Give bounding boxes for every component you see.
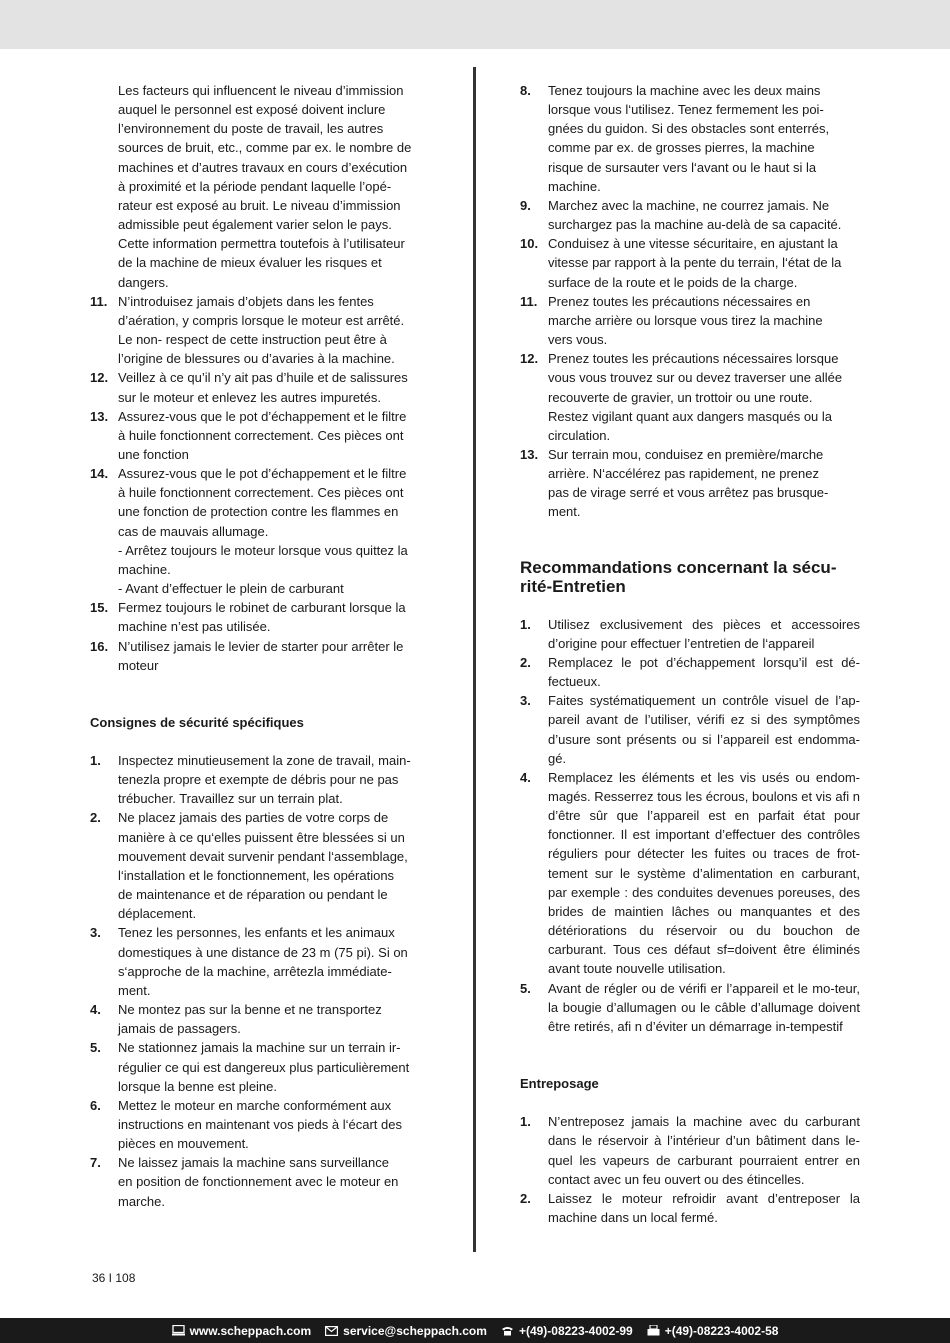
numbered-list (90, 292, 428, 675)
right-column (520, 81, 860, 1227)
footer-website[interactable] (172, 1324, 312, 1338)
item-number: 15. (90, 600, 109, 616)
header-bar (0, 0, 950, 49)
fax-icon (647, 1325, 660, 1336)
item-number: 3. (90, 925, 101, 941)
item-number: 7. (90, 1155, 101, 1171)
item-number: 1. (520, 616, 531, 632)
item-number: 1. (90, 753, 101, 768)
list-item (520, 1112, 860, 1189)
intro-paragraph: Les facteurs qui influencent le niveau d’immission auquel le personnel est exposé doivent inclure l’environnement du poste de travail, les autres sources de bruit, etc., comme par ex. le nombre de machines et d’autres travaux en cours d’exécution à proximité et la période pendant laquelle l’opé- rateur est exposé au bruit. Le niveau d’immission admissible peut également varier selon le pays. Cette information permettra toutefois à l’utilisateur de la machine de mieux évaluer les risques et dangers. (118, 83, 412, 290)
list-item (90, 598, 428, 636)
storage-list (520, 1112, 860, 1227)
email-link[interactable]: service@scheppach.com (343, 1323, 487, 1338)
item-text: N’utilisez jamais le levier de starter pour arrêter le moteur (118, 638, 404, 673)
list-item (520, 653, 860, 691)
left-column (90, 81, 428, 1211)
item-text: Remplacez le pot d’échappement lorsqu’il est dé-fectueux. (548, 654, 860, 690)
item-number: 4. (520, 769, 531, 785)
footer-bar (0, 1318, 950, 1343)
item-number: 6. (90, 1097, 101, 1113)
item-number: 10. (520, 236, 539, 252)
phone-number: +(49)-08223-4002-99 (518, 1323, 633, 1338)
item-number: 11. (90, 293, 108, 309)
item-text: Sur terrain mou, conduisez en première/marche arrière. N‘accélérez pas rapidement, ne prenez pas de virage serré et vous arrêtez pas brusque- ment. (548, 446, 829, 520)
item-number: 14. (90, 466, 109, 482)
website-link[interactable]: www.scheppach.com (189, 1323, 312, 1338)
item-number: 2. (520, 1190, 531, 1206)
list-item (520, 349, 860, 445)
list-item (90, 464, 428, 598)
item-text: Prenez toutes les précautions nécessaires en marche arrière ou lorsque vous tirez la machine vers vous. (548, 293, 823, 348)
item-text: N’entreposez jamais la machine avec du carburant dans le réservoir à l’intérieur d’un bâtiment dans le-quel les vapeurs de carburant pourraient entrer en contact avec un feu ouvert ou des étincelles. (548, 1114, 860, 1187)
item-text: Ne placez jamais des parties de votre corps de manière à ce qu‘elles puissent être blessées si un mouvement devait survenir pendant l‘assemblage, l‘installation et le fonctionnement, les opérations de maintenance et de réparation ou pendant le déplacement. (118, 810, 408, 922)
maintenance-list (520, 615, 860, 1036)
item-number: 1. (520, 1114, 531, 1130)
item-text: Assurez-vous que le pot d’échappement et le filtre à huile fonctionnent correctement. Ces pièces ont une fonction (118, 408, 407, 462)
item-text: Utilisez exclusivement des pièces et accessoires d’origine pour effectuer l’entretien de l‘appareil (548, 616, 860, 651)
item-number: 12. (520, 351, 539, 367)
item-number: 9. (520, 197, 531, 213)
column-divider (473, 67, 476, 1252)
item-number: 11. (520, 293, 538, 309)
item-text: Ne montez pas sur la benne et ne transportez jamais de passagers. (118, 1002, 382, 1037)
item-text: Faites systématiquement un contrôle visuel de l’ap-pareil avant de l’utiliser, vérifi ez si des symptômes d’usure sont présents ou si l’appareil est endomma-gé. (548, 693, 860, 766)
item-number: 8. (520, 83, 531, 98)
item-text: Fermez toujours le robinet de carburant lorsque la machine n’est pas utilisée. (118, 600, 406, 635)
item-text: Marchez avec la machine, ne courrez jamais. Ne surchargez pas la machine au-delà de sa capacité. (548, 197, 842, 233)
list-item (90, 923, 428, 1000)
list-item (90, 1038, 428, 1095)
item-number: 13. (520, 446, 539, 462)
item-text: Prenez toutes les précautions nécessaires lorsque vous vous trouvez sur ou devez traverser une allée recouverte de gravier, un trottoir ou une route. Restez vigilant quant aux dangers masqués ou la circulation. (548, 351, 843, 443)
list-item (90, 1000, 428, 1038)
item-number: 4. (90, 1002, 101, 1018)
list-item (90, 1096, 428, 1153)
item-text: Assurez-vous que le pot d’échappement et le filtre à huile fonctionnent correctement. Ces pièces ont une fonction de protection contre les flammes en cas de mauvais allumage. - Arrêtez toujours le moteur lorsque vous quittez la machine. - Avant d’effectuer le plein de carburant (118, 466, 408, 597)
computer-icon (172, 1325, 185, 1336)
list-item (520, 1189, 860, 1227)
item-number: 2. (90, 810, 101, 826)
list-item (520, 234, 860, 291)
list-item (90, 637, 428, 675)
item-text: Laissez le moteur refroidir avant d’entreposer la machine dans un local fermé. (548, 1190, 860, 1225)
envelope-icon (325, 1326, 338, 1336)
specific-safety-list (90, 751, 428, 1211)
list-item (520, 691, 860, 768)
item-text: Avant de régler ou de vérifi er l’appareil et le mo-teur, la bougie d’allumagen ou le câble d’allumage doivent être retirés, afi n d’éviter un démarrage in-tempestif (548, 980, 860, 1034)
list-item (90, 808, 428, 923)
list-item (90, 407, 428, 464)
item-text: Ne laissez jamais la machine sans surveillance en position de fonctionnement avec le moteur en marche. (118, 1155, 399, 1209)
item-text: Ne stationnez jamais la machine sur un terrain ir- régulier ce qui est dangereux plus particulièrement lorsque la benne est pleine. (118, 1040, 410, 1094)
item-number: 12. (90, 370, 109, 386)
list-item (90, 368, 428, 406)
list-item (520, 196, 860, 234)
maintenance-heading: Recommandations concernant la sécu- rité-Entretien (520, 557, 837, 597)
phone-icon (501, 1326, 514, 1336)
list-item (90, 292, 428, 369)
item-number: 3. (520, 693, 531, 709)
item-text: Tenez toujours la machine avec les deux mains lorsque vous l‘utilisez. Tenez fermement les poi- gnées du guidon. Si des obstacles sont enterrés, comme par ex. de grosses pierres, la machine risque de sursauter vers l‘avant ou le haut si la machine. (548, 83, 830, 194)
specific-safety-heading: Consignes de sécurité spécifiques (90, 714, 304, 730)
item-text: N’introduisez jamais d’objets dans les fentes d’aération, y compris lorsque le moteur est arrêté. Le non- respect de cette instruction peut être à l’origine de blessures ou d’avaries à la machine. (118, 293, 405, 367)
footer-email[interactable] (325, 1324, 487, 1338)
item-number: 5. (520, 980, 531, 996)
list-item (90, 1153, 428, 1210)
list-item (520, 979, 860, 1036)
item-number: 16. (90, 638, 109, 654)
fax-number: +(49)-08223-4002-58 (664, 1323, 779, 1338)
item-number: 2. (520, 654, 531, 670)
footer-phone (501, 1324, 633, 1338)
item-text: Conduisez à une vitesse sécuritaire, en ajustant la vitesse par rapport à la pente du terrain, l‘état de la surface de la route et le poids de la charge. (548, 236, 842, 290)
item-number: 5. (90, 1040, 101, 1056)
item-text: Veillez à ce qu’il n’y ait pas d’huile et de salissures sur le moteur et enlevez les autres impuretés. (118, 370, 408, 405)
list-item (90, 751, 428, 808)
item-text: Inspectez minutieusement la zone de travail, main- tenezla propre et exempte de débris pour ne pas trébucher. Travaillez sur un terrain plat. (118, 753, 411, 807)
item-text: Remplacez les éléments et les vis usés ou endom-magés. Resserrez tous les écrous, boulons et vis afi n d’être sûr que l’appareil est en parfait état pour fonctionner. Il est important d’effectuer des contrôles réguliers pour détecter les fuites ou traces de frot-tement sur le système d’alimentation en carburant, par exemple : des conduites devenues poreuses, des brides de maintien lâches ou manquantes et des détériorations du réservoir ou du bouchon de carburant. Tous ces défaut sf=doivent être éliminés avant toute nouvelle utilisation. (548, 769, 860, 977)
list-item (520, 768, 860, 979)
storage-heading: Entreposage (520, 1076, 599, 1092)
list-item (520, 292, 860, 349)
item-text: Tenez les personnes, les enfants et les animaux domestiques à une distance de 23 m (75 pi). Si on s‘approche de la machine, arrêtezla immédiate- ment. (118, 925, 408, 998)
list-item (520, 81, 860, 196)
list-item (520, 615, 860, 653)
numbered-list (520, 81, 860, 522)
list-item (520, 445, 860, 522)
item-text: Mettez le moteur en marche conformément aux instructions en maintenant vos pieds à l‘écart des pièces en mouvement. (118, 1097, 402, 1152)
page-number: 36 I 108 (92, 1271, 136, 1285)
item-number: 13. (90, 408, 109, 424)
footer-fax (647, 1324, 779, 1338)
